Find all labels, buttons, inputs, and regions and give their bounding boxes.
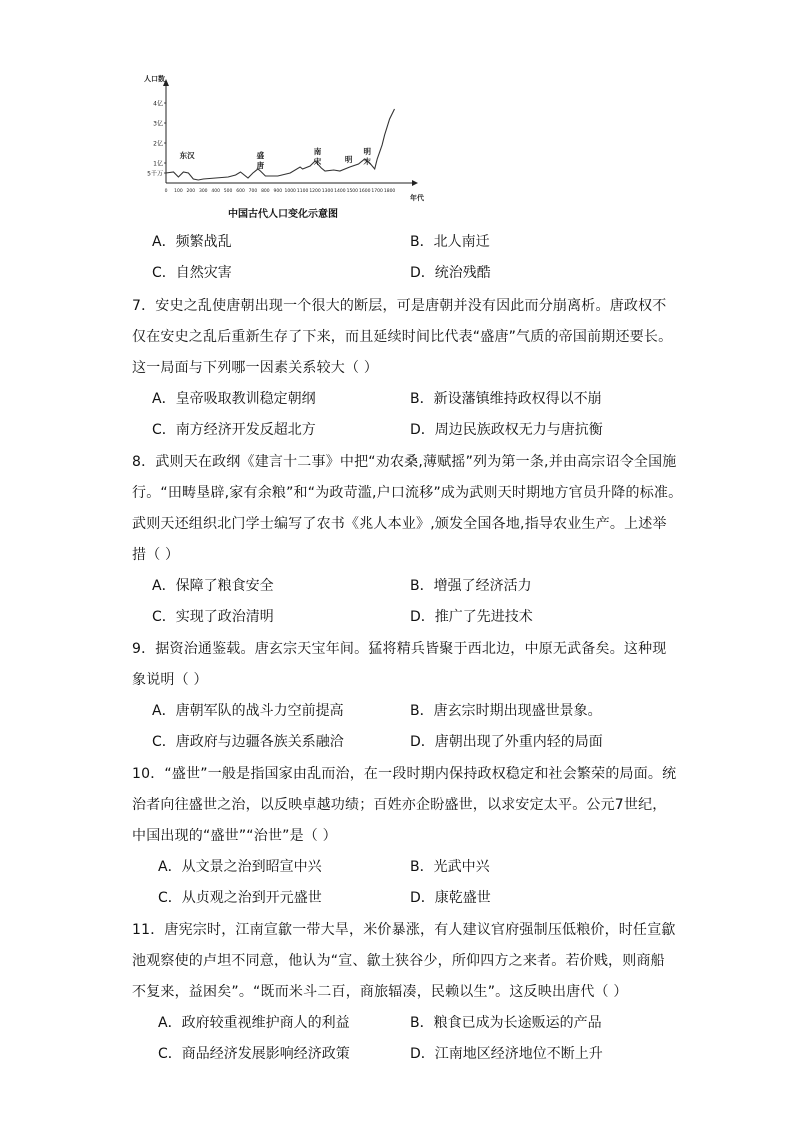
x-tick-label: 1400: [334, 189, 346, 194]
q8-stem-line-3: 武则天还组织北门学士编写了农书《兆人本业》,颁发全国各地,指导农业生产。上述举: [132, 516, 667, 532]
q7-stem-line-3: 这一局面与下列哪一因素关系较大（ ）: [132, 360, 379, 376]
q8-stem-line-4: 措（ ）: [132, 547, 180, 563]
x-tick-label: 1100: [296, 189, 309, 194]
q10-stem-line-2: 治者向往盛世之治，以反映卓越功绩；百姓亦企盼盛世，以求安定太平。公元7世纪，: [132, 797, 667, 813]
q9-option-a[interactable]: A．唐朝军队的战斗力空前提高: [152, 703, 344, 719]
q9-option-c[interactable]: C．唐政府与边疆各族关系融洽: [152, 734, 344, 750]
population-chart: [140, 70, 424, 220]
q10-option-d[interactable]: D．康乾盛世: [410, 890, 491, 906]
q8-option-a[interactable]: A．保障了粮食安全: [152, 578, 274, 594]
q8-stem-line-2: 行。“田畴垦辟,家有余粮”和“为政苛滥,户口流移”成为武则天时期地方官员升降的标准。: [132, 485, 683, 501]
y-tick-label: 4亿: [153, 100, 163, 108]
q11-option-a[interactable]: A．政府较重视维护商人的利益: [158, 1015, 350, 1031]
q11-option-d[interactable]: D．江南地区经济地位不断上升: [410, 1046, 603, 1062]
x-tick-label: 1500: [346, 189, 359, 194]
x-tick-label: 1700: [371, 189, 383, 194]
q11-stem-line-1: 11．唐宪宗时，江南宣歙一带大旱，米价暴涨，有人建议官府强制压低粮价，时任宣歙: [132, 922, 676, 938]
q9-stem-line-1: 9．据资治通鉴载。唐玄宗天宝年间。猛将精兵皆聚于西北边，中原无武备矣。这种现: [132, 641, 667, 657]
x-tick-label: 200: [186, 189, 196, 194]
x-tick-label: 0: [164, 189, 168, 194]
q9-option-d[interactable]: D．唐朝出现了外重内轻的局面: [410, 734, 603, 750]
x-axis-label: 年代: [410, 194, 424, 202]
q11-stem-line-2: 池观察使的卢坦不同意，他认为“宣、歙土狭谷少，所仰四方之来者。若价贱，则商船: [132, 953, 665, 969]
period-annotation: 盛: [256, 151, 265, 160]
q7-option-c[interactable]: C．南方经济开发反超北方: [152, 422, 316, 438]
q8-stem-line-1: 8．武则天在政纲《建言十二事》中把“劝农桑,薄赋摇”列为第一条,并由高宗诏令全国施: [132, 454, 677, 470]
x-tick-label: 100: [174, 189, 183, 194]
x-tick-label: 1300: [321, 189, 334, 194]
period-annotation: 东汉: [179, 151, 195, 160]
population-series-line: [166, 109, 395, 180]
x-axis-arrow: [412, 180, 418, 186]
chart-title: 中国古代人口变化示意图: [228, 209, 338, 220]
x-tick-label: 1800: [383, 189, 396, 194]
period-annotation: 南: [313, 147, 322, 156]
q7-option-b[interactable]: B．新设藩镇维持政权得以不崩: [410, 391, 602, 407]
x-tick-label: 1600: [359, 189, 371, 194]
x-tick-label: 700: [248, 189, 258, 194]
period-annotation: 明: [344, 155, 353, 164]
q9-option-b[interactable]: B．唐玄宗时期出现盛世景象。: [410, 703, 602, 719]
q7-stem-line-1: 7．安史之乱使唐朝出现一个很大的断层，可是唐朝并没有因此而分崩离析。唐政权不: [132, 298, 667, 314]
q7-option-a[interactable]: A．皇帝吸取教训稳定朝纲: [152, 391, 316, 407]
q10-stem-line-3: 中国出现的“盛世”“治世”是（ ）: [132, 828, 337, 844]
q8-option-c[interactable]: C．实现了政治清明: [152, 609, 274, 625]
y-tick-label: 1亿: [153, 160, 163, 168]
x-tick-label: 1200: [309, 189, 321, 194]
y-tick-label: 3亿: [153, 120, 163, 128]
q11-option-b[interactable]: B．粮食已成为长途贩运的产品: [410, 1015, 602, 1031]
q10-option-a[interactable]: A．从文景之治到昭宣中兴: [158, 859, 322, 875]
x-tick-label: 500: [223, 189, 233, 194]
q7-stem-line-2: 仅在安史之乱后重新生存了下来，而且延续时间比代表“盛唐”气质的帝国前期还要长。: [132, 329, 673, 345]
y-tick-label: 2亿: [153, 140, 163, 148]
period-annotation: 明: [363, 147, 371, 156]
x-tick-label: 300: [198, 189, 208, 194]
x-tick-label: 400: [211, 189, 220, 194]
q10-option-c[interactable]: C．从贞观之治到开元盛世: [158, 890, 322, 906]
y-axis-label: 人口数: [144, 75, 165, 83]
q6-option-a[interactable]: A．频繁战乱: [152, 234, 232, 250]
q6-option-d[interactable]: D．统治残酷: [410, 265, 491, 281]
period-annotation: 末: [363, 157, 371, 166]
q11-option-c[interactable]: C．商品经济发展影响经济政策: [158, 1046, 350, 1062]
q6-option-c[interactable]: C．自然灾害: [152, 265, 232, 281]
period-annotation: 唐: [256, 161, 265, 170]
q11-stem-line-3: 不复来，益困矣”。“既而米斗二百，商旅辐凑，民赖以生”。这反映出唐代（ ）: [132, 984, 628, 1000]
x-tick-label: 800: [261, 189, 270, 194]
y-tick-label: 5千万: [147, 170, 163, 178]
q7-option-d[interactable]: D．周边民族政权无力与唐抗衡: [410, 422, 603, 438]
period-annotation: 宋: [313, 157, 322, 166]
q10-stem-line-1: 10．“盛世”一般是指国家由乱而治，在一段时期内保持政权稳定和社会繁荣的局面。统: [132, 766, 677, 782]
x-tick-label: 600: [236, 189, 245, 194]
population-chart-svg: [140, 70, 424, 220]
q8-option-d[interactable]: D．推广了先进技术: [410, 609, 533, 625]
x-tick-label: 1000: [284, 189, 296, 194]
q6-option-b[interactable]: B．北人南迁: [410, 234, 490, 250]
x-tick-label: 900: [273, 189, 283, 194]
q10-option-b[interactable]: B．光武中兴: [410, 859, 490, 875]
q8-option-b[interactable]: B．增强了经济活力: [410, 578, 532, 594]
q9-stem-line-2: 象说明（ ）: [132, 672, 208, 688]
